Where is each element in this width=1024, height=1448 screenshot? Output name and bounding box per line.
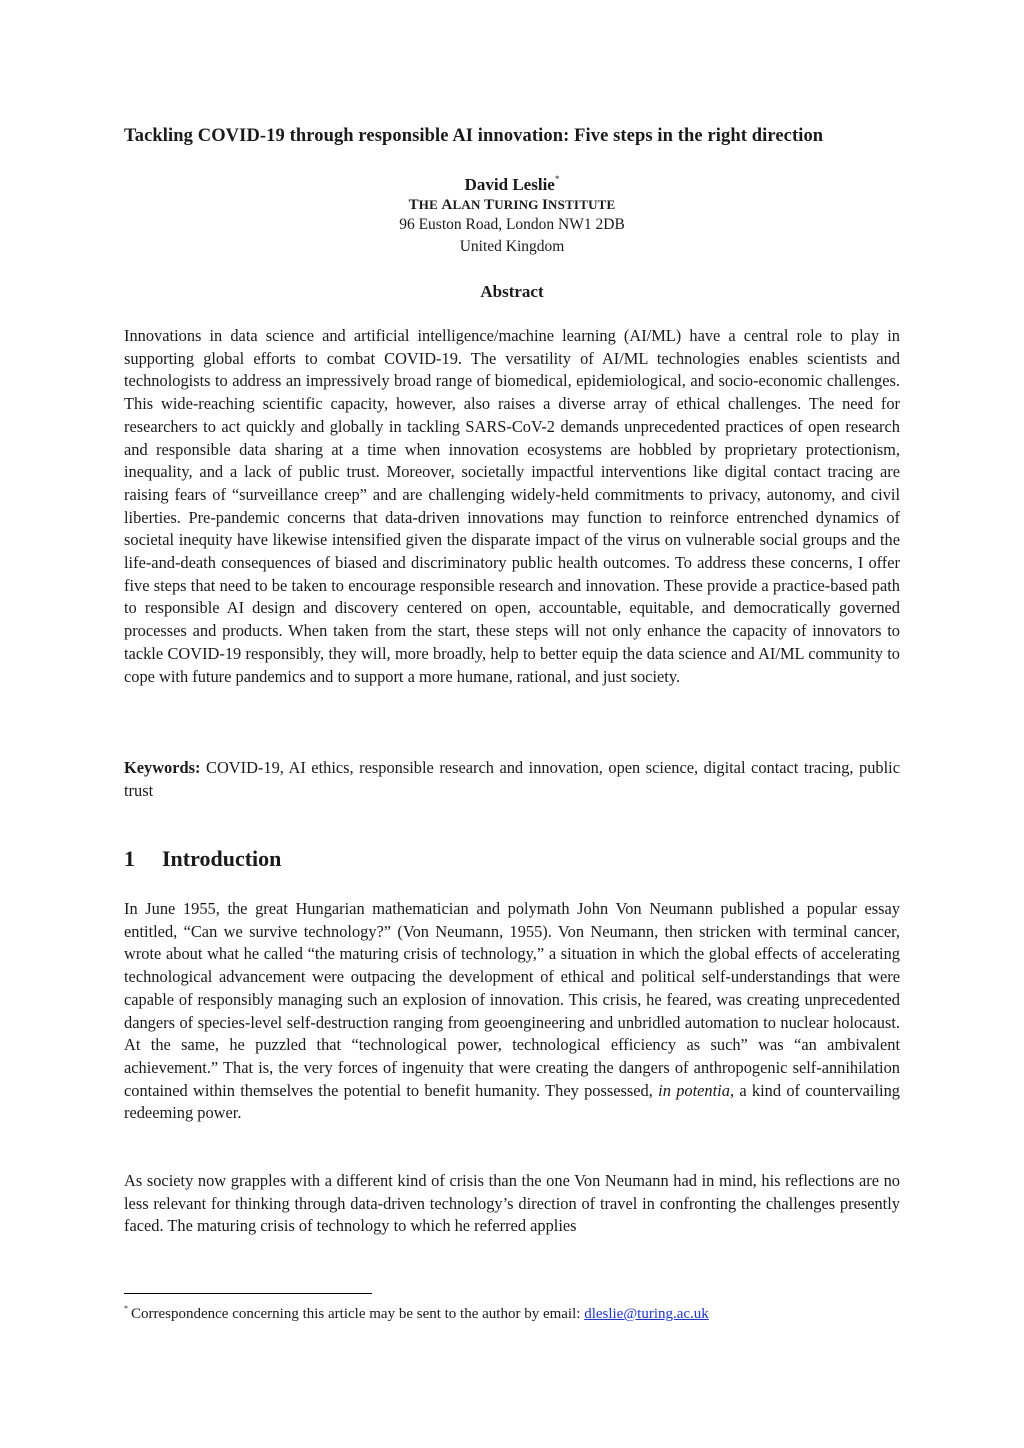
- institution-smallcaps-initial: T: [483, 197, 495, 213]
- paper-title: Tackling COVID-19 through responsible AI innovation: Five steps in the right direction: [124, 126, 824, 146]
- author-institution: [124, 197, 900, 214]
- address-line-2: United Kingdom: [459, 238, 565, 255]
- section-number: 1: [124, 846, 135, 871]
- footnote: [124, 1304, 900, 1323]
- intro-paragraph-1-text: In June 1955, the great Hungarian mathematician and polymath John Von Neumann published a popular essay entitled, “Can we survive technology?” (Von Neumann, 1955). Von Neumann, then stricken with terminal cancer, wrote about what he called “the maturing crisis of technology,” a situation in which the global effects of accelerating technological advancement were outpacing the development of ethical and political self-understandings that were capable of responsibly managing such an explosion of innovation. This crisis, he feared, was creating unprecedented dangers of species-level self-destruction ranging from geoengineering and unbridled automation to nuclear holocaust. At the same, he puzzled that “technological power, technological efficiency as such” was “an ambivalent achievement.” That is, the very forces of ingenuity that were creating the dangers of anthropogenic self-annihilation contained within themselves the potential to benefit humanity. They possessed,: [124, 899, 900, 1100]
- intro-paragraph-1-italic: in potentia: [658, 1080, 730, 1100]
- abstract-heading: Abstract: [480, 282, 544, 301]
- institution-smallcaps-initial: A: [441, 197, 453, 213]
- abstract-text: Innovations in data science and artificial intelligence/machine learning (AI/ML) have a central role to play in supporting global efforts to combat COVID-19. The versatility of AI/ML technologies enables scientists and technologists to address an impressively broad range of biomedical, epidemiological, and socio-economic challenges. This wide-reaching scientific capacity, however, also raises a diverse array of ethical challenges. The need for researchers to act quickly and globally in tackling SARS-CoV-2 demands unprecedented practices of open research and responsible data sharing at a time when innovation ecosystems are hobbled by proprietary protectionism, inequality, and a lack of public trust. Moreover, societally impactful interventions like digital contact tracing are raising fears of “surveillance creep” and are challenging widely-held commitments to privacy, autonomy, and civil liberties. Pre-pandemic concerns that data-driven innovations may function to reinforce entrenched dynamics of societal inequity have likewise intensified given the disparate impact of the virus on vulnerable social groups and the life-and-death consequences of biased and discriminatory public health outcomes. To address these concerns, I offer five steps that need to be taken to encourage responsible research and innovation. These provide a practice-based path to responsible AI design and discovery centered on open, accountable, equitable, and democratically governed processes and products. When taken from the start, these steps will not only enhance the capacity of innovators to tackle COVID-19 responsibly, they will, more broadly, help to better equip the data science and AI/ML community to cope with future pandemics and to support a more humane, rational, and just society.: [124, 326, 900, 686]
- institution-smallcaps-rest: NSTITUTE: [548, 197, 616, 212]
- institution-smallcaps-initial: I: [542, 197, 549, 213]
- intro-paragraph-1: [124, 898, 900, 1125]
- institution-smallcaps-rest: LAN: [452, 197, 484, 212]
- keywords-label: Keywords:: [124, 758, 201, 777]
- author-name: David Leslie: [464, 175, 555, 194]
- institution-smallcaps-initial: T: [408, 197, 419, 213]
- footnote-text: Correspondence concerning this article may be sent to the author by email:: [131, 1306, 585, 1322]
- section-heading: [124, 846, 281, 872]
- footnote-rule: [124, 1293, 372, 1294]
- address-line-1: 96 Euston Road, London NW1 2DB: [399, 216, 625, 233]
- keywords: [124, 757, 900, 802]
- keywords-text: COVID-19, AI ethics, responsible research and innovation, open science, digital contact tracing, public trust: [124, 758, 900, 800]
- footnote-mark: *: [124, 1304, 128, 1313]
- intro-paragraph-2: As society now grapples with a different kind of crisis than the one Von Neumann had in mind, his reflections are no less relevant for thinking through data-driven technology’s direction of travel in confronting the challenges presently faced. The maturing crisis of technology to which he referred applies: [124, 1171, 900, 1236]
- footnote-email-link[interactable]: dleslie@turing.ac.uk: [584, 1306, 709, 1322]
- institution-smallcaps-rest: HE: [418, 197, 442, 212]
- intro-paragraph-1-text-end: , a kind of countervailing redeeming power.: [124, 1080, 900, 1123]
- author-name-line: [124, 174, 900, 195]
- section-title: Introduction: [162, 846, 282, 871]
- author-footnote-mark: *: [554, 174, 560, 184]
- institution-smallcaps-rest: URING: [494, 197, 542, 212]
